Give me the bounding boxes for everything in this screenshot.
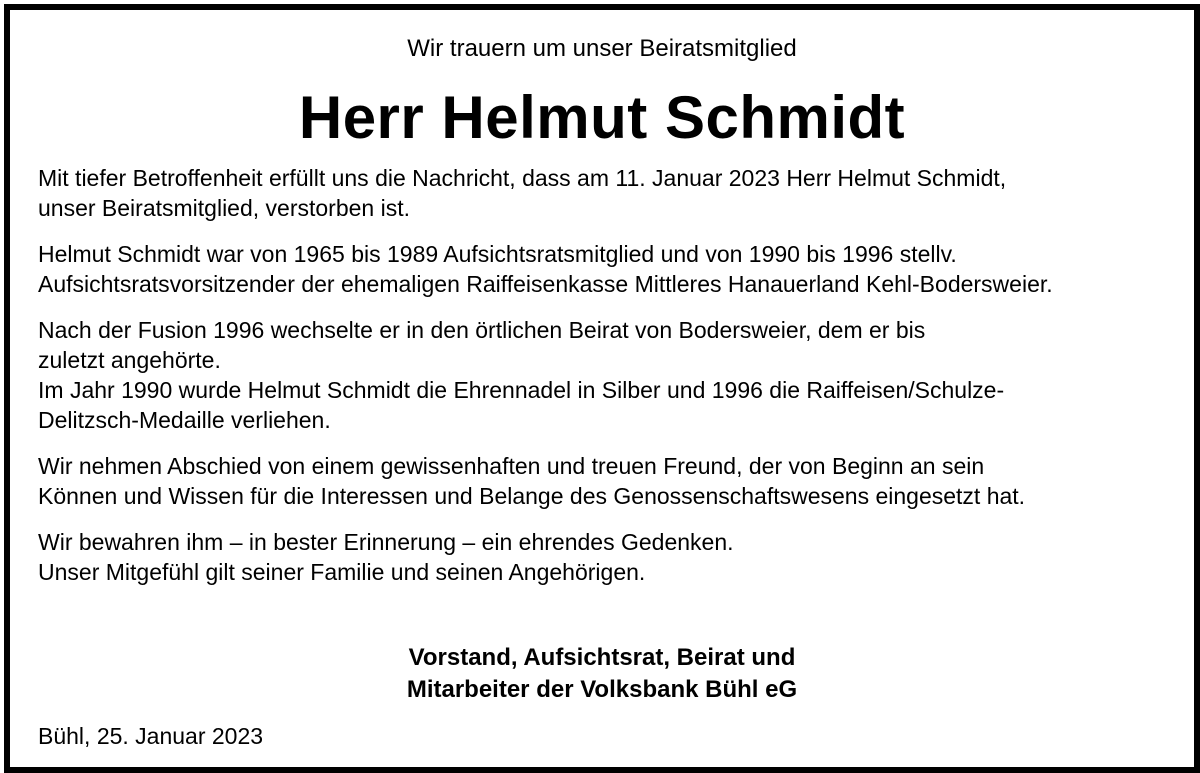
obituary-notice [4,4,1200,773]
paragraph-line: Mit tiefer Betroffenheit erfüllt uns die Nachricht, dass am 11. Januar 2023 Herr Helmut Schmidt, [38,165,1007,191]
paragraph-honors [38,375,1178,435]
paragraph-line: unser Beiratsmitglied, verstorben ist. [38,195,410,221]
paragraph-line: Delitzsch-Medaille verliehen. [38,407,331,433]
paragraph-line: Aufsichtsratsvorsitzender der ehemaligen Raiffeisenkasse Mittleres Hanauerland Kehl-Bodersweier. [38,271,1053,297]
paragraph-line: Nach der Fusion 1996 wechselte er in den örtlichen Beirat von Bodersweier, dem er bis [38,317,926,343]
deceased-name: Herr Helmut Schmidt [298,84,906,151]
paragraph-line: zuletzt angehörte. [38,347,221,373]
paragraph-announcement [38,163,1178,223]
paragraph-condolence [38,527,1178,587]
paragraph-line: Unser Mitgefühl gilt seiner Familie und seinen Angehörigen. [38,559,646,585]
notice-body [38,163,1178,603]
place-date: Bühl, 25. Januar 2023 [38,723,264,749]
paragraph-career [38,239,1178,299]
paragraph-line: Können und Wissen für die Interessen und Belange des Genossenschaftswesens eingesetzt hat. [38,483,1026,509]
signers-block [10,642,1194,706]
signers-line: Mitarbeiter der Volksbank Bühl eG [406,676,798,703]
paragraph-fusion [38,315,1178,375]
paragraph-farewell [38,451,1178,511]
paragraph-line: Im Jahr 1990 wurde Helmut Schmidt die Ehrennadel in Silber und 1996 die Raiffeisen/Schulze- [38,377,1005,403]
signers-line: Vorstand, Aufsichtsrat, Beirat und [408,644,796,671]
paragraph-line: Helmut Schmidt war von 1965 bis 1989 Aufsichtsratsmitglied und von 1990 bis 1996 stellv. [38,241,957,267]
intro-line: Wir trauern um unser Beiratsmitglied [407,35,797,62]
paragraph-line: Wir bewahren ihm – in bester Erinnerung – ein ehrendes Gedenken. [38,529,734,555]
paragraph-line: Wir nehmen Abschied von einem gewissenhaften und treuen Freund, der von Beginn an sein [38,453,985,479]
